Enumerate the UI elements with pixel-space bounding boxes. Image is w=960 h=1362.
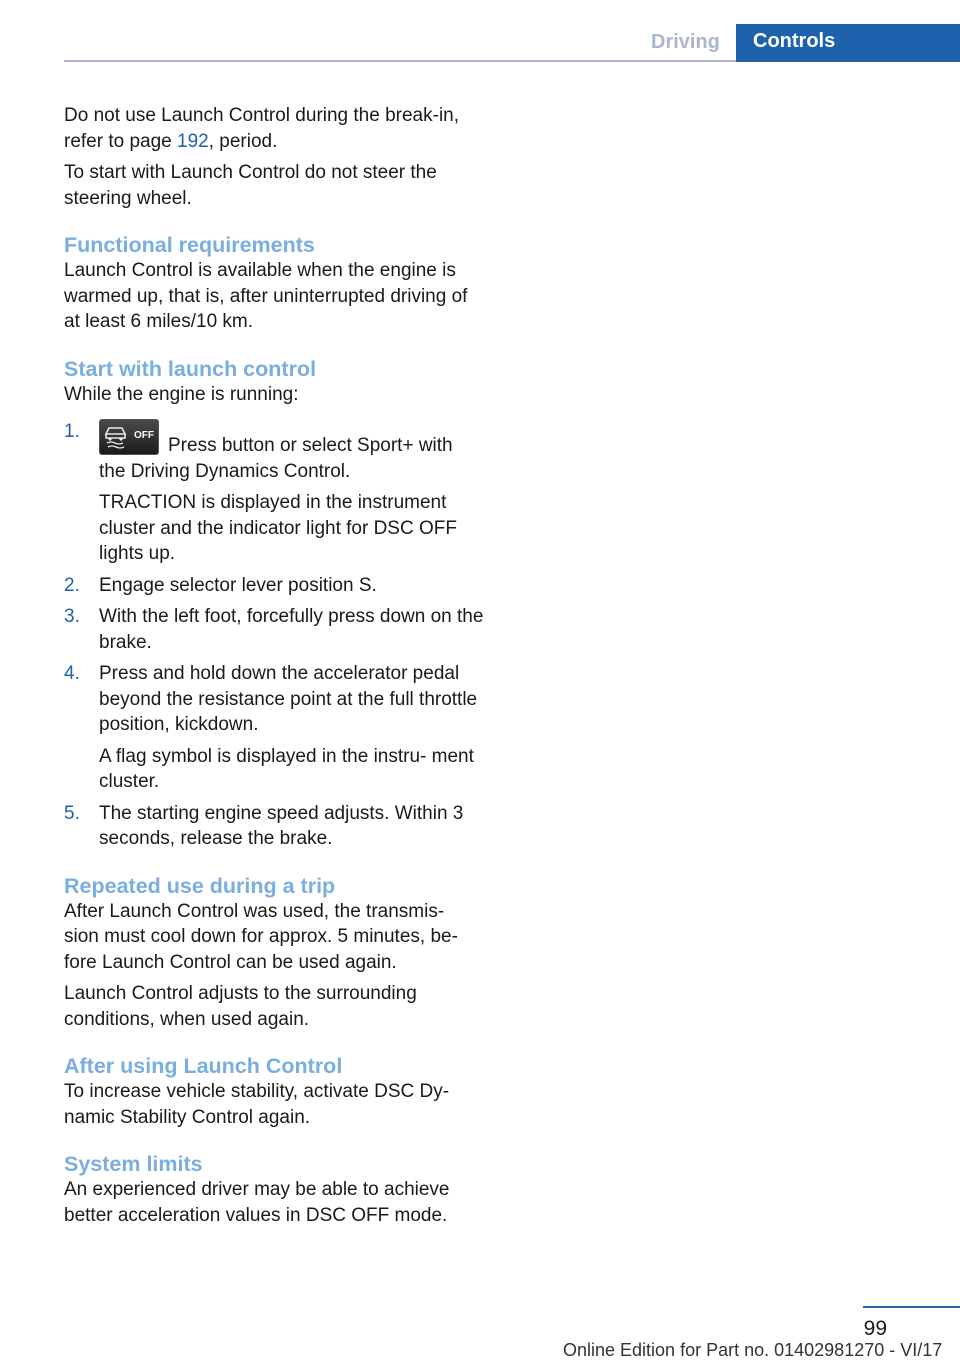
steering-note: To start with Launch Control do not steer the steering wheel.	[64, 162, 437, 209]
footer-rule	[863, 1306, 960, 1308]
steps-list	[64, 419, 484, 852]
icon-off-label: OFF	[134, 430, 154, 441]
step-number: 1.	[64, 421, 80, 442]
step-text: The starting engine speed adjusts. Within 3 seconds, release the brake.	[99, 802, 464, 849]
main-content	[64, 103, 484, 1234]
step-number: 2.	[64, 574, 80, 596]
step-text: Engage selector lever position S.	[99, 574, 377, 596]
heading-system-limits: System limits	[64, 1152, 203, 1176]
page-number: 99	[863, 1317, 887, 1340]
header-section-label: Driving	[651, 31, 720, 53]
step-number: 3.	[64, 606, 80, 627]
intro-paragraph: Do not use Launch Control during the break-in, refer to page 192, period.	[64, 105, 460, 152]
step-number: 4.	[64, 663, 80, 684]
list-item	[64, 661, 484, 795]
step-number: 5.	[64, 802, 80, 824]
footer-edition-text: Online Edition for Part no. 01402981270 - VI/17	[563, 1340, 943, 1360]
start-intro-text: While the engine is running:	[64, 383, 299, 405]
after-text: To increase vehicle stability, activate DSC Dy‐ namic Stability Control again.	[64, 1081, 450, 1128]
limits-text: An experienced driver may be able to achieve better acceleration values in DSC OFF mode.	[64, 1179, 450, 1226]
functional-text: Launch Control is available when the engine is warmed up, that is, after uninterrupted driving of at least 6 miles/10 km.	[64, 260, 468, 332]
step-subtext: A flag symbol is displayed in the instru‐ ment cluster.	[99, 745, 474, 792]
step-text: With the left foot, forcefully press down on the brake.	[99, 606, 484, 653]
list-item	[64, 604, 484, 655]
list-item	[64, 801, 484, 852]
heading-repeated-use: Repeated use during a trip	[64, 873, 336, 898]
list-item	[64, 573, 484, 599]
step-text: Press and hold down the accelerator pedal beyond the resistance point at the full throttle position, kickdown.	[99, 663, 478, 735]
repeated-text-2: Launch Control adjusts to the surrounding conditions, when used again.	[64, 983, 417, 1030]
repeated-text-1: After Launch Control was used, the transmis‐ sion must cool down for approx. 5 minutes, be‐ fore Launch Control can be used again.	[64, 900, 458, 973]
dsc-off-icon	[99, 419, 159, 455]
step-subtext: TRACTION is displayed in the instrument cluster and the indicator light for DSC OFF lights up.	[99, 492, 457, 564]
heading-functional-requirements: Functional requirements	[64, 233, 315, 257]
step-text: Press button or select Sport+ with the Driving Dynamics Control.	[99, 435, 453, 482]
heading-after-launch-control: After using Launch Control	[64, 1054, 343, 1078]
header-chapter-tab: Controls	[736, 24, 960, 62]
page-link[interactable]: 192	[177, 130, 209, 152]
list-item	[64, 419, 484, 567]
heading-start-launch-control: Start with launch control	[64, 356, 317, 381]
